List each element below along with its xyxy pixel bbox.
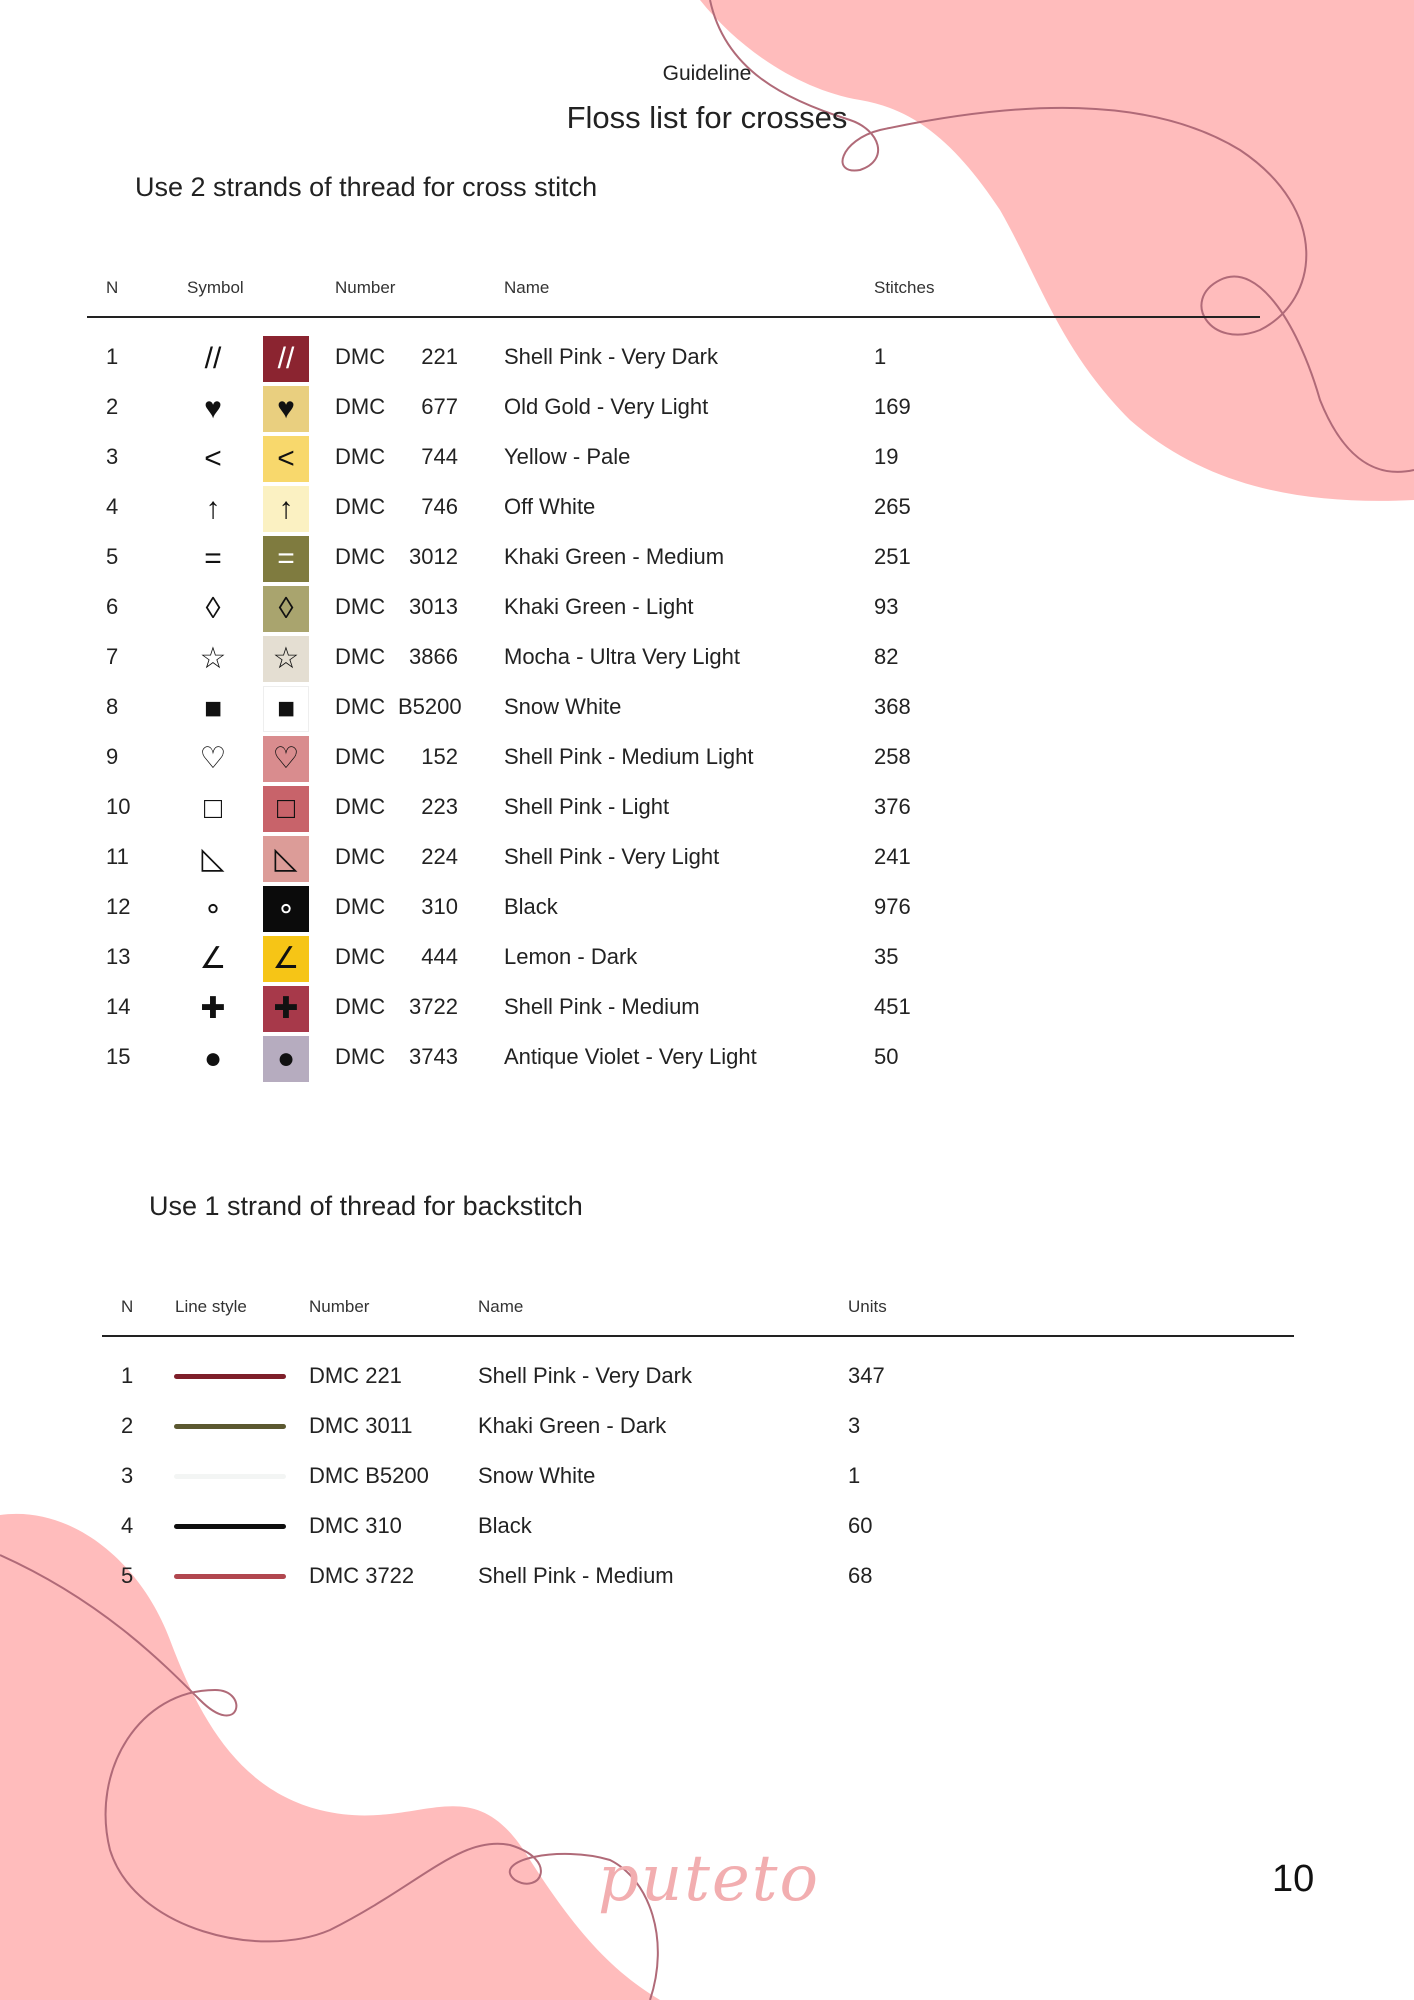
- cross-row-code: 224: [421, 844, 458, 869]
- cross-row-name: Yellow - Pale: [504, 444, 631, 469]
- pattern-symbol-icon: ∠: [199, 942, 227, 975]
- cross-row-stitches: 251: [874, 544, 911, 569]
- line-style-sample: [174, 1424, 286, 1429]
- cross-row-stitches: 19: [874, 444, 899, 469]
- page-title: Floss list for crosses: [566, 100, 848, 135]
- cross-header-name: Name: [504, 278, 550, 297]
- cross-row-stitches: 368: [874, 694, 911, 719]
- cross-row-n: 9: [106, 744, 119, 769]
- back-row-units: 1: [848, 1463, 861, 1488]
- cross-row-brand: DMC: [335, 444, 386, 469]
- cross-header-symbol: Symbol: [187, 278, 244, 297]
- pattern-symbol-icon: ◊: [205, 592, 221, 625]
- back-row-units: 60: [848, 1513, 873, 1538]
- color-swatch: ●: [263, 1036, 309, 1082]
- cross-row-n: 6: [106, 594, 119, 619]
- color-swatch: ↑: [263, 486, 309, 532]
- color-swatch: //: [263, 336, 309, 382]
- back-header-units: Units: [848, 1297, 887, 1316]
- pattern-symbol-icon: ■: [203, 692, 223, 725]
- back-row-units: 3: [848, 1413, 861, 1438]
- cross-row-brand: DMC: [335, 544, 386, 569]
- back-header-rule: [102, 1335, 1294, 1337]
- cross-row-brand: DMC: [335, 944, 386, 969]
- color-swatch: ☆: [263, 636, 309, 682]
- line-style-sample: [174, 1524, 286, 1529]
- cross-row-code: 152: [421, 744, 458, 769]
- cross-row-name: Old Gold - Very Light: [504, 394, 709, 419]
- cross-row-stitches: 169: [874, 394, 911, 419]
- cross-row-stitches: 50: [874, 1044, 899, 1069]
- back-row-number: DMC 221: [309, 1363, 402, 1388]
- back-header-line-style: Line style: [175, 1297, 247, 1316]
- cross-row-code: 3743: [409, 1044, 458, 1069]
- cross-row-code: 3012: [409, 544, 458, 569]
- cross-header-rule: [87, 316, 1260, 318]
- cross-row-brand: DMC: [335, 1044, 386, 1069]
- cross-row-name: Black: [504, 894, 558, 919]
- cross-row-n: 1: [106, 344, 119, 369]
- cross-row-name: Khaki Green - Light: [504, 594, 694, 619]
- color-swatch: <: [263, 436, 309, 482]
- back-header-number: Number: [309, 1297, 370, 1316]
- cross-row-stitches: 93: [874, 594, 899, 619]
- cross-row-stitches: 82: [874, 644, 899, 669]
- cross-row-n: 2: [106, 394, 119, 419]
- cross-row-brand: DMC: [335, 644, 386, 669]
- cross-row-name: Shell Pink - Medium: [504, 994, 700, 1019]
- cross-row-stitches: 376: [874, 794, 911, 819]
- cross-row-stitches: 976: [874, 894, 911, 919]
- back-row-units: 347: [848, 1363, 885, 1388]
- cross-row-code: 223: [421, 794, 458, 819]
- back-row-number: DMC 3722: [309, 1563, 415, 1588]
- cross-row-brand: DMC: [335, 894, 386, 919]
- cross-row-code: 746: [421, 494, 458, 519]
- page-number: 10: [1272, 1858, 1315, 1900]
- pattern-symbol-icon: //: [204, 342, 222, 375]
- cross-header-n: N: [106, 278, 119, 297]
- cross-row-code: 221: [421, 344, 458, 369]
- cross-row-stitches: 258: [874, 744, 911, 769]
- cross-row-stitches: 241: [874, 844, 911, 869]
- cross-row-brand: DMC: [335, 394, 386, 419]
- back-row-name: Shell Pink - Very Dark: [478, 1363, 692, 1388]
- back-row-n: 1: [121, 1363, 134, 1388]
- cross-row-name: Shell Pink - Light: [504, 794, 670, 819]
- back-row-n: 2: [121, 1413, 134, 1438]
- cross-row-code: 310: [421, 894, 458, 919]
- back-row-name: Khaki Green - Dark: [478, 1413, 667, 1438]
- cross-row-n: 11: [106, 844, 129, 869]
- cross-row-n: 10: [106, 794, 131, 819]
- cross-row-name: Mocha - Ultra Very Light: [504, 644, 740, 669]
- pattern-symbol-icon: <: [204, 442, 222, 475]
- page-subtitle: Guideline: [662, 62, 752, 85]
- cross-row-code: 677: [421, 394, 458, 419]
- cross-row-n: 5: [106, 544, 119, 569]
- back-row-number: DMC 310: [309, 1513, 402, 1538]
- pattern-symbol-icon: ↑: [205, 492, 221, 525]
- back-header-name: Name: [478, 1297, 524, 1316]
- cross-row-n: 14: [106, 994, 131, 1019]
- back-row-units: 68: [848, 1563, 873, 1588]
- cross-row-brand: DMC: [335, 844, 386, 869]
- cross-row-name: Snow White: [504, 694, 622, 719]
- color-swatch: ✚: [263, 986, 309, 1032]
- pattern-symbol-icon: ♡: [199, 742, 227, 775]
- back-row-number: DMC B5200: [309, 1463, 429, 1488]
- cross-row-n: 12: [106, 894, 131, 919]
- back-row-n: 5: [121, 1563, 134, 1588]
- pattern-symbol-icon: □: [203, 792, 223, 825]
- color-swatch: ■: [263, 686, 309, 732]
- cross-row-n: 7: [106, 644, 119, 669]
- pattern-symbol-icon: ♥: [204, 392, 222, 425]
- back-row-name: Snow White: [478, 1463, 596, 1488]
- back-header-n: N: [121, 1297, 134, 1316]
- back-row-name: Shell Pink - Medium: [478, 1563, 674, 1588]
- cross-row-code: 744: [421, 444, 458, 469]
- cross-row-code: B5200: [398, 694, 462, 719]
- cross-row-stitches: 1: [874, 344, 887, 369]
- color-swatch: ◊: [263, 586, 309, 632]
- cross-row-n: 4: [106, 494, 119, 519]
- cross-row-code: 3866: [409, 644, 458, 669]
- back-row-n: 3: [121, 1463, 134, 1488]
- cross-row-stitches: 265: [874, 494, 911, 519]
- pattern-symbol-icon: ◺: [201, 842, 225, 875]
- line-style-sample: [174, 1574, 286, 1579]
- cross-row-stitches: 35: [874, 944, 899, 969]
- cross-row-name: Off White: [504, 494, 596, 519]
- cross-row-n: 3: [106, 444, 119, 469]
- cross-row-brand: DMC: [335, 694, 386, 719]
- cross-row-name: Antique Violet - Very Light: [504, 1044, 757, 1069]
- cross-row-name: Shell Pink - Medium Light: [504, 744, 754, 769]
- pattern-symbol-icon: ☆: [199, 642, 227, 675]
- cross-row-stitches: 451: [874, 994, 911, 1019]
- color-swatch: ♥: [263, 386, 309, 432]
- back-row-n: 4: [121, 1513, 134, 1538]
- back-row-number: DMC 3011: [309, 1413, 413, 1438]
- signature-logo: puteto: [598, 1842, 821, 1916]
- backstitch-instruction: Use 1 strand of thread for backstitch: [149, 1191, 583, 1221]
- cross-row-code: 3722: [409, 994, 458, 1019]
- pattern-symbol-icon: ∘: [203, 892, 223, 925]
- color-swatch: ∘: [263, 886, 309, 932]
- cross-row-brand: DMC: [335, 494, 386, 519]
- cross-row-brand: DMC: [335, 744, 386, 769]
- cross-stitch-instruction: Use 2 strands of thread for cross stitch: [135, 172, 598, 202]
- cross-row-name: Lemon - Dark: [504, 944, 638, 969]
- cross-row-brand: DMC: [335, 594, 386, 619]
- cross-row-name: Shell Pink - Very Dark: [504, 344, 718, 369]
- cross-header-stitches: Stitches: [874, 278, 935, 297]
- cross-row-n: 8: [106, 694, 119, 719]
- color-swatch: ∠: [263, 936, 309, 982]
- color-swatch: =: [263, 536, 309, 582]
- cross-row-code: 3013: [409, 594, 458, 619]
- cross-row-brand: DMC: [335, 794, 386, 819]
- cross-row-name: Shell Pink - Very Light: [504, 844, 720, 869]
- color-swatch: ♡: [263, 736, 309, 782]
- line-style-sample: [174, 1374, 286, 1379]
- line-style-sample: [174, 1474, 286, 1479]
- cross-row-brand: DMC: [335, 344, 386, 369]
- back-row-name: Black: [478, 1513, 532, 1538]
- color-swatch: □: [263, 786, 309, 832]
- cross-row-name: Khaki Green - Medium: [504, 544, 725, 569]
- cross-header-number: Number: [335, 278, 396, 297]
- cross-row-brand: DMC: [335, 994, 386, 1019]
- cross-row-code: 444: [421, 944, 458, 969]
- pattern-symbol-icon: ●: [203, 1042, 223, 1075]
- cross-row-n: 13: [106, 944, 131, 969]
- pattern-symbol-icon: ✚: [200, 992, 226, 1025]
- color-swatch: ◺: [263, 836, 309, 882]
- pattern-symbol-icon: =: [204, 542, 222, 575]
- cross-row-n: 15: [106, 1044, 131, 1069]
